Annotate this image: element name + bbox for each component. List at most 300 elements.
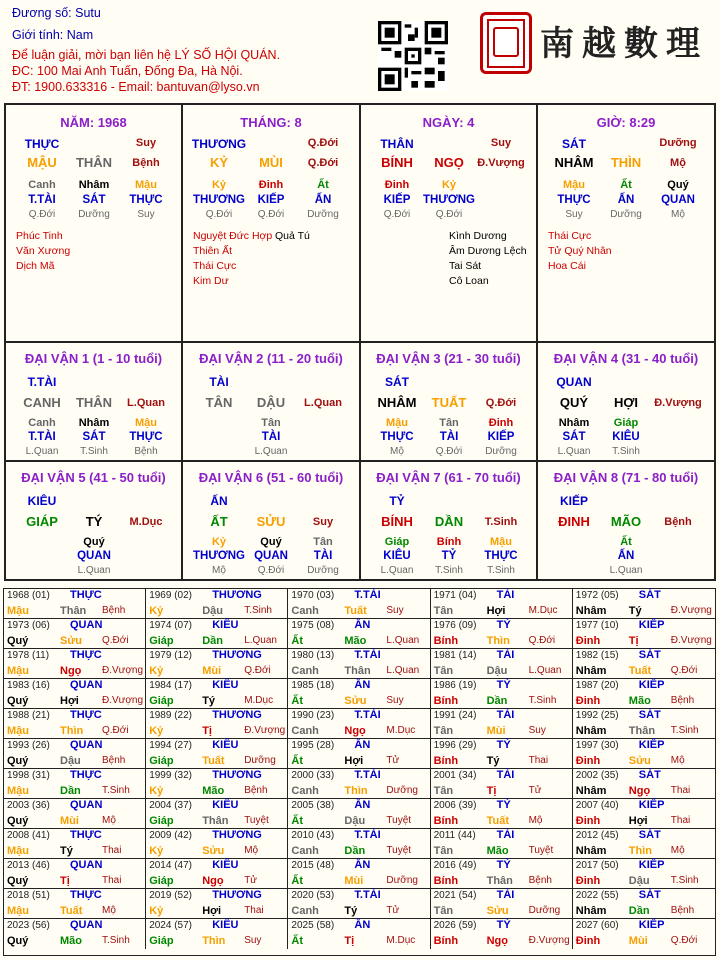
year-star: ẤN bbox=[354, 679, 371, 691]
year-cell bbox=[4, 619, 146, 649]
pillar-title: NGÀY: 4 bbox=[422, 115, 475, 130]
dai-van-stage: Mộ bbox=[212, 565, 226, 576]
year-cell bbox=[573, 649, 715, 679]
year-stage: T.Sinh bbox=[670, 875, 699, 886]
year-label: 1969 (02) bbox=[149, 590, 192, 601]
brand-calligraphy: 南越數理 bbox=[540, 24, 708, 64]
year-cell bbox=[146, 889, 288, 919]
year-branch: Ngọ bbox=[202, 875, 224, 887]
year-star: KIẾP bbox=[638, 859, 665, 871]
year-star: TÀI bbox=[496, 589, 515, 601]
dai-van-main: MÃO bbox=[610, 514, 642, 529]
year-stage: L.Quan bbox=[386, 665, 420, 676]
year-branch: Sửu bbox=[628, 755, 651, 767]
dai-van-main: L.Quan bbox=[127, 397, 165, 409]
pillar-stage: Dưỡng bbox=[78, 209, 110, 220]
year-star: KIÊU bbox=[212, 739, 239, 751]
year-stem: Tân bbox=[433, 845, 454, 857]
dai-van-main: TUẤT bbox=[431, 395, 467, 410]
pillar-main: MẬU bbox=[27, 155, 57, 170]
year-label: 2005 (38) bbox=[291, 800, 335, 811]
year-branch: Thìn bbox=[486, 635, 510, 647]
pillar-god: QUAN bbox=[661, 194, 695, 206]
year-cell bbox=[431, 679, 573, 709]
year-label: 1978 (11) bbox=[7, 650, 50, 661]
year-stage: Q.Đới bbox=[528, 635, 556, 646]
year-stage: Tử bbox=[386, 755, 400, 766]
year-branch: Mùi bbox=[60, 815, 79, 827]
year-stage: Tử bbox=[528, 785, 542, 796]
year-stem: Đinh bbox=[575, 755, 601, 767]
year-cell bbox=[288, 799, 430, 829]
year-stem: Canh bbox=[291, 905, 319, 917]
dai-van-hidden-stem: Tân bbox=[313, 536, 333, 548]
year-star: QUAN bbox=[70, 619, 103, 631]
contact-line: Để luận giải, mời bạn liên hệ LÝ SỐ HỘI QUÁN. bbox=[12, 48, 281, 62]
year-stem: Canh bbox=[291, 725, 319, 737]
pillar-hidden-stem: Nhâm bbox=[78, 179, 110, 191]
year-branch: Dậu bbox=[344, 815, 366, 827]
pillar-star: SÁT bbox=[562, 137, 586, 151]
year-stem: Giáp bbox=[149, 815, 174, 827]
year-label: 1970 (03) bbox=[291, 590, 335, 601]
dai-van-star: KIẾP bbox=[559, 494, 589, 508]
year-stem: Mậu bbox=[7, 785, 29, 797]
year-stem: Nhâm bbox=[575, 665, 607, 677]
year-stage: Tử bbox=[386, 905, 400, 916]
year-stage: Mộ bbox=[670, 845, 685, 856]
year-stage: Q.Đới bbox=[244, 665, 271, 676]
year-star: SÁT bbox=[638, 589, 661, 601]
year-cell bbox=[573, 739, 715, 769]
year-branch: Dậu bbox=[60, 755, 81, 767]
year-stage: Bệnh bbox=[670, 695, 695, 706]
pillar-cell bbox=[536, 103, 716, 343]
pillar-cell bbox=[359, 103, 538, 343]
year-stem: Nhâm bbox=[575, 725, 607, 737]
year-branch: Thân bbox=[344, 665, 371, 677]
year-stage: L.Quan bbox=[386, 635, 420, 646]
year-stem: Nhâm bbox=[575, 905, 607, 917]
year-label: 2027 (60) bbox=[575, 920, 619, 931]
year-cell bbox=[146, 769, 288, 799]
year-branch: Dậu bbox=[486, 665, 508, 677]
year-cell bbox=[431, 829, 573, 859]
year-stem: Quý bbox=[7, 935, 29, 947]
year-label: 1976 (09) bbox=[433, 620, 477, 631]
year-stage: T.Sinh bbox=[244, 605, 272, 616]
year-stem: Ất bbox=[291, 935, 303, 947]
year-stem: Canh bbox=[291, 845, 319, 857]
year-branch: Ngọ bbox=[60, 665, 82, 677]
pillar-note: Quả Tú bbox=[275, 230, 310, 242]
year-label: 2004 (37) bbox=[149, 800, 192, 811]
dai-van-stage: Mộ bbox=[390, 446, 404, 457]
chart-header bbox=[0, 0, 720, 100]
year-branch: Thìn bbox=[628, 845, 653, 857]
year-star: TÀI bbox=[496, 649, 515, 661]
year-branch: Dần bbox=[60, 785, 81, 797]
pillar-god: THƯƠNG bbox=[423, 194, 475, 206]
dai-van-title: ĐẠI VẬN 7 (61 - 70 tuổi) bbox=[376, 470, 521, 485]
year-branch: Tị bbox=[486, 785, 497, 797]
year-branch: Mão bbox=[486, 845, 509, 857]
year-label: 1980 (13) bbox=[291, 650, 335, 661]
year-cell bbox=[288, 769, 430, 799]
dai-van-main: HỢI bbox=[613, 395, 639, 410]
year-cell bbox=[431, 889, 573, 919]
year-label: 1975 (08) bbox=[291, 620, 335, 631]
year-stem: Ất bbox=[291, 635, 303, 647]
dai-van-cell bbox=[536, 341, 716, 462]
year-stage: Tuyệt bbox=[386, 845, 412, 856]
year-stem: Giáp bbox=[149, 875, 174, 887]
year-star: TỶ bbox=[496, 799, 511, 811]
year-stage: T.Sinh bbox=[670, 725, 699, 736]
pillar-title: NĂM: 1968 bbox=[60, 115, 127, 130]
year-label: 2022 (55) bbox=[575, 890, 619, 901]
year-stem: Giáp bbox=[149, 935, 174, 947]
year-cell bbox=[573, 709, 715, 739]
year-branch: Dần bbox=[628, 905, 650, 917]
pillar-stage: Q.Đới bbox=[383, 209, 411, 220]
dai-van-main: BÍNH bbox=[381, 514, 413, 529]
year-stage: T.Sinh bbox=[102, 785, 130, 796]
year-label: 2018 (51) bbox=[7, 890, 50, 901]
pillar-main: Q.Đới bbox=[307, 157, 339, 169]
dai-van-hidden-stem: Canh bbox=[28, 417, 56, 429]
dai-van-god: KIẾP bbox=[487, 431, 515, 443]
year-stem: Mậu bbox=[7, 845, 29, 857]
year-stage: Q.Đới bbox=[102, 635, 129, 646]
year-branch: Hợi bbox=[60, 695, 79, 707]
year-label: 2001 (34) bbox=[433, 770, 477, 781]
pillar-main: KỶ bbox=[209, 155, 229, 170]
year-star: KIẾP bbox=[638, 919, 665, 931]
pillar-god: ẤN bbox=[617, 194, 635, 206]
year-star: THỰC bbox=[70, 709, 102, 721]
year-stem: Bính bbox=[433, 635, 459, 647]
year-stem: Ất bbox=[291, 815, 303, 827]
dai-van-god: TÀI bbox=[439, 431, 459, 443]
year-star: KIẾP bbox=[638, 619, 665, 631]
year-star: T.TÀI bbox=[354, 829, 381, 841]
dai-van-main: T.Sinh bbox=[484, 516, 518, 528]
pillar-main: NHÂM bbox=[554, 155, 594, 170]
pillar-hidden-stem: Mậu bbox=[135, 179, 157, 191]
pillar-main: MÙI bbox=[259, 155, 283, 170]
pillar-title: THÁNG: 8 bbox=[240, 115, 302, 130]
dai-van-main: ĐINH bbox=[558, 514, 590, 529]
year-cell bbox=[431, 919, 573, 949]
year-star: SÁT bbox=[638, 709, 661, 721]
year-star: T.TÀI bbox=[354, 889, 381, 901]
year-star: KIẾP bbox=[638, 739, 665, 751]
year-label: 1986 (19) bbox=[433, 680, 477, 691]
year-cell bbox=[146, 679, 288, 709]
dai-van-god: THƯƠNG bbox=[193, 550, 245, 562]
year-label: 1993 (26) bbox=[7, 740, 50, 751]
dai-van-stage: T.Sinh bbox=[435, 565, 463, 576]
year-branch: Mùi bbox=[202, 665, 222, 677]
year-cell bbox=[288, 919, 430, 949]
pillar-hidden-stem: Canh bbox=[28, 179, 56, 191]
year-stem: Đinh bbox=[575, 875, 601, 887]
seal-stamp-icon bbox=[480, 12, 532, 74]
year-stem: Quý bbox=[7, 695, 29, 707]
year-cell bbox=[431, 799, 573, 829]
pillar-main: Đ.Vượng bbox=[477, 157, 525, 169]
year-cell bbox=[573, 889, 715, 919]
dai-van-main: CANH bbox=[23, 395, 61, 410]
year-stem: Bính bbox=[433, 815, 459, 827]
year-cell bbox=[288, 709, 430, 739]
year-stem: Tân bbox=[433, 785, 454, 797]
dai-van-title: ĐẠI VẬN 4 (31 - 40 tuổi) bbox=[553, 351, 699, 366]
year-stage: Đ.Vượng bbox=[670, 605, 712, 616]
year-stem: Ất bbox=[291, 875, 303, 887]
year-branch: Thân bbox=[486, 875, 513, 887]
year-branch: Tị bbox=[60, 875, 70, 887]
dai-van-main: NHÂM bbox=[377, 395, 417, 410]
year-stage: Bệnh bbox=[528, 875, 552, 886]
year-cell bbox=[431, 769, 573, 799]
year-stage: Tuyệt bbox=[244, 815, 269, 826]
year-branch: Tị bbox=[628, 635, 639, 647]
year-stage: Tuyệt bbox=[386, 815, 412, 826]
pillar-cell bbox=[4, 103, 183, 343]
year-branch: Tị bbox=[202, 725, 212, 737]
year-branch: Mão bbox=[202, 785, 225, 797]
pillar-title: GIỜ: 8:29 bbox=[596, 115, 656, 130]
year-branch: Mùi bbox=[628, 935, 648, 947]
year-star: QUAN bbox=[70, 799, 103, 811]
year-star: THƯƠNG bbox=[212, 589, 262, 601]
year-stem: Canh bbox=[291, 785, 319, 797]
year-stage: Suy bbox=[528, 725, 546, 736]
pillar-note: Hoa Cái bbox=[548, 260, 586, 272]
dai-van-star: TÀI bbox=[209, 375, 229, 389]
dai-van-god: KIÊU bbox=[612, 431, 640, 443]
year-star: SÁT bbox=[638, 829, 661, 841]
year-branch: Thân bbox=[60, 605, 87, 617]
dai-van-main: QUÝ bbox=[559, 395, 589, 410]
pillar-hidden-stem: Đinh bbox=[258, 179, 284, 191]
pillar-note: Văn Xương bbox=[16, 245, 71, 257]
year-stage: Mộ bbox=[528, 815, 543, 826]
dai-van-main: TÂN bbox=[205, 395, 233, 410]
dai-van-stage: L.Quan bbox=[609, 565, 643, 576]
year-label: 1971 (04) bbox=[433, 590, 477, 601]
year-star: KIÊU bbox=[212, 799, 239, 811]
dai-van-main: ẤT bbox=[210, 514, 228, 529]
dai-van-stage: L.Quan bbox=[557, 446, 591, 457]
year-stem: Giáp bbox=[149, 635, 174, 647]
year-label: 1981 (14) bbox=[433, 650, 477, 661]
qr-code-icon bbox=[378, 21, 448, 91]
dai-van-god: TÀI bbox=[261, 431, 281, 443]
year-star: THỰC bbox=[70, 829, 102, 841]
dai-van-god: ẤN bbox=[617, 550, 635, 562]
year-stem: Giáp bbox=[149, 695, 174, 707]
year-stage: Mộ bbox=[102, 815, 116, 826]
year-stage: Tuyệt bbox=[528, 845, 554, 856]
dai-van-hidden-stem: Bính bbox=[436, 536, 462, 548]
year-stage: Suy bbox=[386, 695, 404, 706]
year-star: KIÊU bbox=[212, 619, 239, 631]
year-label: 1988 (21) bbox=[7, 710, 50, 721]
year-stem: Mậu bbox=[7, 605, 29, 617]
year-stem: Bính bbox=[433, 935, 459, 947]
year-stem: Đinh bbox=[575, 815, 601, 827]
dai-van-hidden-stem: Mậu bbox=[386, 417, 408, 429]
year-cell bbox=[4, 889, 146, 919]
dai-van-cell bbox=[359, 460, 538, 581]
year-star: T.TÀI bbox=[354, 709, 381, 721]
dai-van-star: SÁT bbox=[385, 375, 409, 389]
year-label: 1997 (30) bbox=[575, 740, 619, 751]
year-label: 1972 (05) bbox=[575, 590, 619, 601]
year-stage: Q.Đới bbox=[102, 725, 129, 736]
dai-van-stage: L.Quan bbox=[77, 565, 111, 576]
year-branch: Sửu bbox=[344, 695, 367, 707]
year-label: 1979 (12) bbox=[149, 650, 192, 661]
dai-van-main: Suy bbox=[312, 516, 334, 528]
pillar-note: Thiên Ất bbox=[193, 245, 233, 257]
dai-van-hidden-stem: Mậu bbox=[490, 536, 512, 548]
dai-van-cell bbox=[536, 460, 716, 581]
year-label: 2010 (43) bbox=[291, 830, 335, 841]
year-stem: Kỷ bbox=[149, 905, 164, 917]
year-branch: Dậu bbox=[202, 605, 223, 617]
year-cell bbox=[288, 649, 430, 679]
year-star: TÀI bbox=[496, 709, 515, 721]
year-stage: Suy bbox=[386, 605, 404, 616]
year-cell bbox=[573, 859, 715, 889]
year-star: TÀI bbox=[496, 889, 515, 901]
annual-luck-grid bbox=[3, 588, 716, 956]
year-branch: Thân bbox=[628, 725, 656, 737]
dai-van-main: DẦN bbox=[434, 514, 464, 529]
dai-van-star: T.TÀI bbox=[27, 375, 57, 389]
dai-van-god: QUAN bbox=[77, 550, 111, 562]
year-label: 2011 (44) bbox=[433, 830, 476, 841]
year-star: THƯƠNG bbox=[212, 889, 262, 901]
year-stage: Mộ bbox=[102, 905, 116, 916]
year-stem: Kỷ bbox=[149, 605, 164, 617]
year-stage: M.Dục bbox=[244, 695, 274, 706]
year-label: 1977 (10) bbox=[575, 620, 619, 631]
year-branch: Tý bbox=[344, 905, 358, 917]
dai-van-hidden-stem: Quý bbox=[83, 536, 105, 548]
year-branch: Ngọ bbox=[486, 935, 508, 947]
year-stage: Suy bbox=[244, 935, 262, 946]
year-label: 2013 (46) bbox=[7, 860, 50, 871]
year-branch: Mùi bbox=[344, 875, 364, 887]
pillar-main: Mộ bbox=[670, 157, 686, 169]
year-label: 2006 (39) bbox=[433, 800, 477, 811]
dai-van-cell bbox=[4, 460, 183, 581]
year-label: 2008 (41) bbox=[7, 830, 50, 841]
year-stem: Bính bbox=[433, 755, 459, 767]
year-star: KIÊU bbox=[212, 679, 239, 691]
year-star: T.TÀI bbox=[354, 589, 381, 601]
year-label: 2025 (58) bbox=[291, 920, 335, 931]
year-branch: Thìn bbox=[344, 785, 368, 797]
year-star: T.TÀI bbox=[354, 769, 381, 781]
dai-van-main: L.Quan bbox=[304, 397, 342, 409]
pillar-star: Dưỡng bbox=[659, 137, 697, 149]
pillar-note: Dịch Mã bbox=[16, 260, 55, 272]
dai-van-hidden-stem: Giáp bbox=[613, 417, 639, 429]
year-stage: T.Sinh bbox=[102, 935, 130, 946]
year-label: 2000 (33) bbox=[291, 770, 335, 781]
year-cell bbox=[573, 919, 715, 949]
year-label: 1995 (28) bbox=[291, 740, 335, 751]
year-stem: Ất bbox=[291, 755, 303, 767]
year-stage: Thai bbox=[670, 785, 691, 796]
pillar-note: Nguyệt Đức Hợp bbox=[193, 230, 273, 242]
year-stem: Đinh bbox=[575, 695, 601, 707]
dai-van-main: Đ.Vượng bbox=[654, 397, 702, 409]
pillar-god: THƯƠNG bbox=[193, 194, 245, 206]
year-stem: Nhâm bbox=[575, 845, 607, 857]
dai-van-hidden-stem: Ất bbox=[620, 536, 632, 548]
dai-van-stage: T.Sinh bbox=[612, 446, 640, 457]
pillar-main: NGỌ bbox=[434, 155, 464, 170]
year-label: 1974 (07) bbox=[149, 620, 192, 631]
year-stage: Đ.Vượng bbox=[528, 935, 570, 946]
dai-van-cell bbox=[4, 341, 183, 462]
dai-van-god: KIÊU bbox=[383, 550, 411, 562]
year-stem: Tân bbox=[433, 905, 454, 917]
year-branch: Tý bbox=[486, 755, 500, 767]
dai-van-main: SỬU bbox=[256, 514, 286, 529]
year-label: 2015 (48) bbox=[291, 860, 335, 871]
pillar-note: Kình Dương bbox=[449, 230, 507, 242]
year-cell bbox=[146, 739, 288, 769]
year-label: 2007 (40) bbox=[575, 800, 619, 811]
pillar-god: SÁT bbox=[82, 194, 106, 206]
year-label: 2023 (56) bbox=[7, 920, 50, 931]
year-stem: Giáp bbox=[149, 755, 174, 767]
year-stem: Kỷ bbox=[149, 845, 164, 857]
year-label: 1968 (01) bbox=[7, 590, 50, 601]
pillar-note: Cô Loan bbox=[449, 275, 489, 287]
year-stage: Q.Đới bbox=[670, 665, 698, 676]
dai-van-god: THỰC bbox=[380, 431, 414, 443]
year-label: 1999 (32) bbox=[149, 770, 192, 781]
year-stem: Ất bbox=[291, 695, 303, 707]
year-star: SÁT bbox=[638, 649, 661, 661]
dai-van-god: T.TÀI bbox=[28, 431, 56, 443]
dai-van-star: KIÊU bbox=[27, 494, 57, 508]
year-cell bbox=[431, 739, 573, 769]
year-stem: Đinh bbox=[575, 935, 601, 947]
year-star: TỶ bbox=[496, 919, 511, 931]
year-stage: Bệnh bbox=[102, 605, 126, 616]
year-star: ẤN bbox=[354, 859, 371, 871]
dai-van-hidden-stem: Nhâm bbox=[558, 417, 590, 429]
year-star: THỰC bbox=[70, 589, 102, 601]
year-star: THƯƠNG bbox=[212, 829, 262, 841]
year-branch: Tý bbox=[60, 845, 73, 857]
year-branch: Sửu bbox=[486, 905, 509, 917]
year-star: QUAN bbox=[70, 739, 103, 751]
year-branch: Mão bbox=[344, 635, 367, 647]
year-stage: Q.Đới bbox=[670, 935, 698, 946]
pillar-star: Suy bbox=[490, 137, 512, 149]
